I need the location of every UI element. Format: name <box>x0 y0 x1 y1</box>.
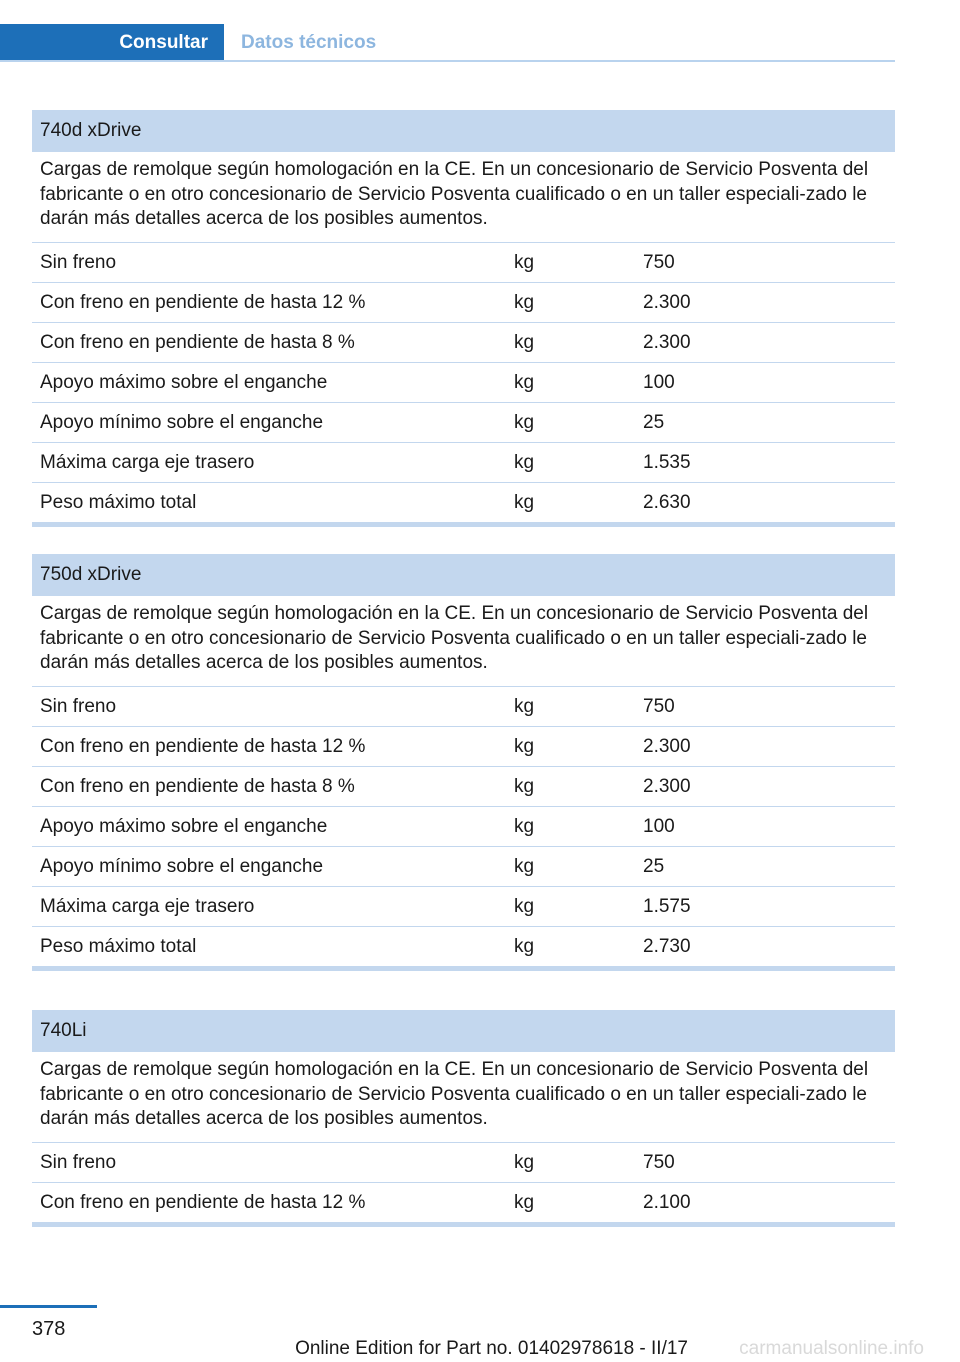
row-label: Sin freno <box>40 251 117 273</box>
row-unit: kg <box>514 735 535 757</box>
spec-table-750d-xdrive <box>32 554 895 971</box>
row-unit: kg <box>514 411 535 433</box>
table-row <box>32 363 895 403</box>
row-value: 750 <box>643 695 675 717</box>
row-label: Con freno en pendiente de hasta 8 % <box>40 775 355 797</box>
table-row <box>32 807 895 847</box>
row-unit: kg <box>514 291 535 313</box>
row-label: Con freno en pendiente de hasta 12 % <box>40 735 366 757</box>
row-value: 100 <box>643 815 675 837</box>
row-unit: kg <box>514 1151 535 1173</box>
table-title: 740Li <box>32 1010 895 1052</box>
row-label: Peso máximo total <box>40 935 197 957</box>
table-row <box>32 403 895 443</box>
table-row <box>32 687 895 727</box>
table-row <box>32 727 895 767</box>
row-label: Con freno en pendiente de hasta 8 % <box>40 331 355 353</box>
row-value: 750 <box>643 251 675 273</box>
table-row <box>32 443 895 483</box>
spec-table-740d-xdrive <box>32 110 895 527</box>
row-value: 25 <box>643 855 665 877</box>
header-bar <box>0 24 895 62</box>
row-unit: kg <box>514 815 535 837</box>
row-label: Con freno en pendiente de hasta 12 % <box>40 291 366 313</box>
spec-table-740li <box>32 1010 895 1227</box>
row-value: 1.535 <box>643 451 691 473</box>
table-row <box>32 243 895 283</box>
row-value: 2.630 <box>643 491 691 513</box>
row-label: Sin freno <box>40 695 117 717</box>
row-value: 25 <box>643 411 665 433</box>
row-label: Apoyo máximo sobre el enganche <box>40 815 328 837</box>
row-label: Apoyo mínimo sobre el enganche <box>40 855 324 877</box>
row-value: 2.300 <box>643 735 691 757</box>
table-description: Cargas de remolque según homologación en la CE. En un concesionario de Servicio Posventa del fabricante o en otro concesionario de Servicio Posventa cualificado o en un taller especiali‐zado le darán más detalles acerca de los posibles aumentos. <box>32 152 895 243</box>
edition-note: Online Edition for Part no. 01402978618 - II/17 <box>295 1338 688 1359</box>
watermark: carmanualsonline.info <box>739 1338 924 1359</box>
table-row <box>32 767 895 807</box>
row-value: 1.575 <box>643 895 691 917</box>
row-label: Máxima carga eje trasero <box>40 451 255 473</box>
row-value: 100 <box>643 371 675 393</box>
table-row <box>32 483 895 527</box>
row-unit: kg <box>514 895 535 917</box>
row-label: Con freno en pendiente de hasta 12 % <box>40 1191 366 1213</box>
row-unit: kg <box>514 491 535 513</box>
row-unit: kg <box>514 695 535 717</box>
row-unit: kg <box>514 855 535 877</box>
row-value: 2.300 <box>643 291 691 313</box>
row-value: 2.100 <box>643 1191 691 1213</box>
row-label: Sin freno <box>40 1151 117 1173</box>
table-description: Cargas de remolque según homologación en la CE. En un concesionario de Servicio Posventa del fabricante o en otro concesionario de Servicio Posventa cualificado o en un taller especiali‐zado le darán más detalles acerca de los posibles aumentos. <box>32 596 895 687</box>
table-row <box>32 927 895 971</box>
row-unit: kg <box>514 331 535 353</box>
table-row <box>32 1183 895 1227</box>
footer-accent-line <box>0 1305 97 1308</box>
table-title: 750d xDrive <box>32 554 895 596</box>
row-label: Apoyo máximo sobre el enganche <box>40 371 328 393</box>
row-unit: kg <box>514 935 535 957</box>
row-value: 2.730 <box>643 935 691 957</box>
header-divider <box>0 60 895 62</box>
row-unit: kg <box>514 371 535 393</box>
table-title: 740d xDrive <box>32 110 895 152</box>
table-row <box>32 323 895 363</box>
table-description: Cargas de remolque según homologación en la CE. En un concesionario de Servicio Posventa del fabricante o en otro concesionario de Servicio Posventa cualificado o en un taller especiali‐zado le darán más detalles acerca de los posibles aumentos. <box>32 1052 895 1143</box>
page-number: 378 <box>32 1318 66 1340</box>
row-label: Máxima carga eje trasero <box>40 895 255 917</box>
row-unit: kg <box>514 451 535 473</box>
table-row <box>32 283 895 323</box>
tab-datos-tecnicos[interactable]: Datos técnicos <box>241 32 377 53</box>
table-row <box>32 887 895 927</box>
tab-consultar[interactable]: Consultar <box>0 24 224 62</box>
row-value: 2.300 <box>643 331 691 353</box>
row-value: 2.300 <box>643 775 691 797</box>
table-row <box>32 1143 895 1183</box>
row-unit: kg <box>514 251 535 273</box>
table-row <box>32 847 895 887</box>
row-unit: kg <box>514 775 535 797</box>
row-unit: kg <box>514 1191 535 1213</box>
row-value: 750 <box>643 1151 675 1173</box>
row-label: Apoyo mínimo sobre el enganche <box>40 411 324 433</box>
row-label: Peso máximo total <box>40 491 197 513</box>
